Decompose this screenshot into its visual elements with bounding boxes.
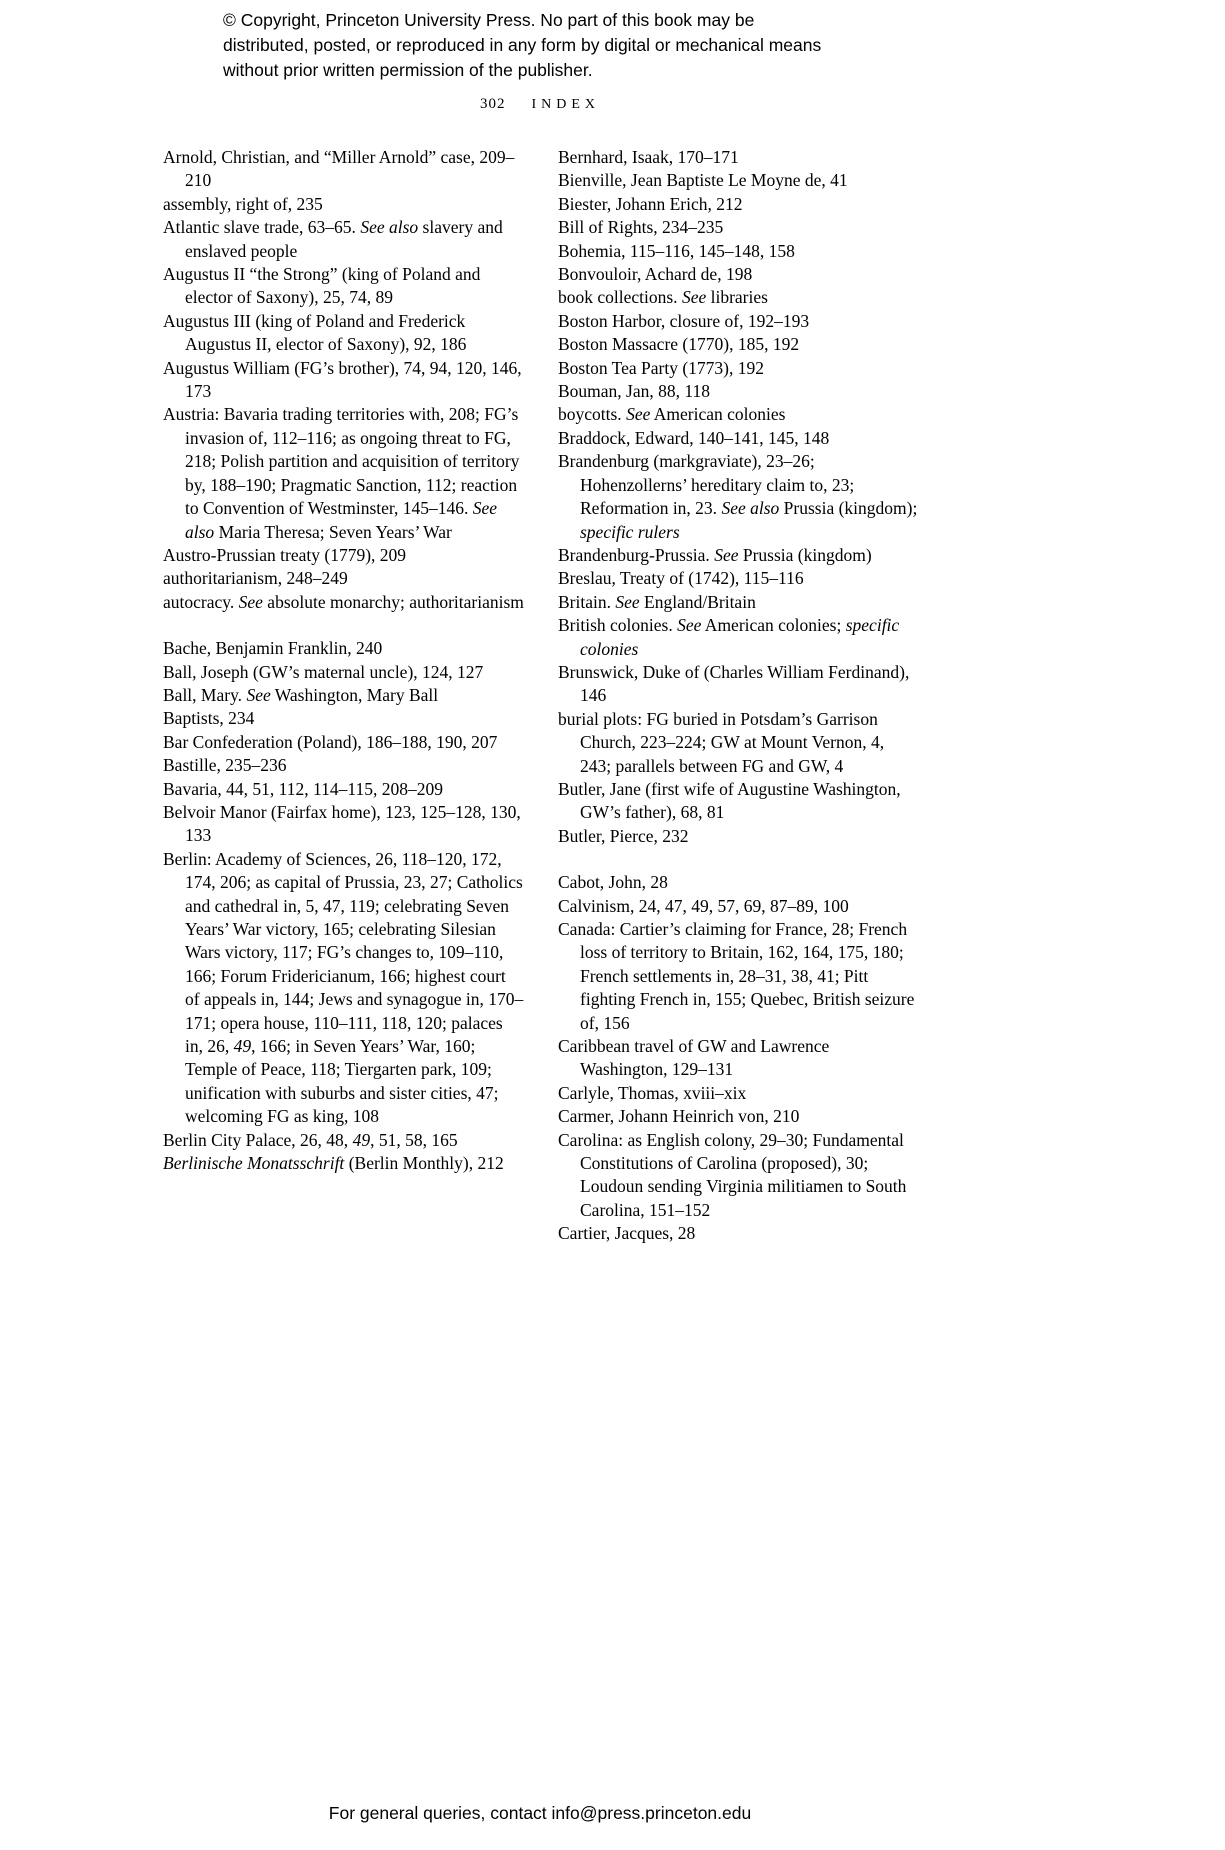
index-entry: Carmer, Johann Heinrich von, 210 [558,1106,800,1127]
index-entry: Augustus William (FG’s brother), 74, 94, 120, 146, 173 [163,357,522,402]
footer-text: For general queries, contact [328,1803,552,1823]
index-entry: Braddock, Edward, 140–141, 145, 148 [558,427,830,448]
index-entry: Butler, Jane (first wife of Augustine Washington, GW’s father), 68, 81 [558,778,901,823]
index-columns [163,146,919,1246]
index-entry: British colonies. See American colonies; specific colonies [558,615,900,659]
index-entry: Boston Harbor, closure of, 192–193 [558,310,810,331]
index-entry: authoritarianism, 248–249 [163,568,348,589]
index-entry: Cabot, John, 28 [558,872,668,893]
italic-text: See [714,544,739,565]
index-entry: Bar Confederation (Poland), 186–188, 190, 207 [163,731,498,752]
index-entry: Canada: Cartier’s claiming for France, 28; French loss of territory to Britain, 162, 164, 175, 180; French settlements in, 28–31, 38, 41; Pitt fighting French in, 155; Quebec, British seizure of, 156 [558,919,915,1033]
index-entry: Austro-Prussian treaty (1779), 209 [163,544,407,565]
footer-email[interactable]: info@press.princeton.edu [551,1803,752,1823]
index-entry: Berlinische Monatsschrift (Berlin Monthly), 212 [163,1153,504,1174]
italic-text: See also [185,498,498,542]
index-entry: book collections. See libraries [558,287,768,308]
page-number: 302 [479,96,506,112]
index-entry: Calvinism, 24, 47, 49, 57, 69, 87–89, 100 [558,895,849,916]
index-entry: burial plots: FG buried in Potsdam’s Garrison Church, 223–224; GW at Mount Vernon, 4, 243; parallels between FG and GW, 4 [558,708,885,776]
index-entry: Ball, Mary. See Washington, Mary Ball [163,684,439,705]
italic-text: See [681,287,707,308]
index-entry: Bache, Benjamin Franklin, 240 [163,638,383,659]
index-entry: Carolina: as English colony, 29–30; Fundamental Constitutions of Carolina (proposed), 30; Loudoun sending Virginia militiamen to South Carolina, 151–152 [558,1129,907,1220]
index-entry: Bonvouloir, Achard de, 198 [558,264,753,285]
italic-text: See also [721,498,780,519]
index-entry: Breslau, Treaty of (1742), 115–116 [558,568,804,589]
italic-text: Berlinische Monatsschrift [163,1153,345,1174]
index-entry: Baptists, 234 [163,708,255,729]
index-column-right [558,146,919,1246]
index-entry: Caribbean travel of GW and Lawrence Washington, 129–131 [558,1036,830,1080]
index-entry: Carlyle, Thomas, xviii–xix [558,1082,747,1103]
italic-text: See [677,615,702,636]
italic-text: See [615,591,640,612]
index-entry: Boston Tea Party (1773), 192 [558,357,765,378]
italic-text: See also [360,217,419,238]
index-entry: Brunswick, Duke of (Charles William Ferdinand), 146 [558,661,910,706]
index-entry: Bouman, Jan, 88, 118 [558,381,710,402]
index-entry: Bienville, Jean Baptiste Le Moyne de, 41 [558,170,848,191]
italic-text: 49 [352,1129,371,1150]
index-entry: Ball, Joseph (GW’s maternal uncle), 124, 127 [163,661,484,682]
index-entry: Brandenburg-Prussia. See Prussia (kingdom) [558,544,872,565]
italic-text: See [626,404,651,425]
index-entry: assembly, right of, 235 [163,193,323,214]
index-entry: Biester, Johann Erich, 212 [558,193,743,214]
index-entry: Bill of Rights, 234–235 [558,217,724,238]
page-header [163,96,917,113]
index-entry: Austria: Bavaria trading territories with, 208; FG’s invasion of, 112–116; as ongoing threat to FG, 218; Polish partition and acquisition of territory by, 188–190; Pragmatic Sanction, 112; reaction to Convention of Westminster, 145–146. See also Maria Theresa; Seven Years’ War [163,404,520,542]
index-entry: Bohemia, 115–116, 145–148, 158 [558,240,795,261]
italic-text: See [238,591,263,612]
italic-text: 49 [233,1036,252,1057]
index-entry: Boston Massacre (1770), 185, 192 [558,334,800,355]
italic-text: specific rulers [580,521,680,542]
index-entry: Augustus II “the Strong” (king of Poland and elector of Saxony), 25, 74, 89 [163,264,481,308]
index-entry: Britain. See England/Britain [558,591,756,612]
index-entry: boycotts. See American colonies [558,404,786,425]
index-entry: Butler, Pierce, 232 [558,825,689,846]
index-entry: autocracy. See absolute monarchy; authoritarianism [163,591,524,612]
index-entry: Augustus III (king of Poland and Frederick Augustus II, elector of Saxony), 92, 186 [163,310,467,355]
index-entry: Arnold, Christian, and “Miller Arnold” case, 209–210 [163,147,515,191]
index-entry: Bastille, 235–236 [163,755,287,776]
italic-text: specific colonies [580,615,900,659]
index-entry: Bernhard, Isaak, 170–171 [558,147,739,167]
index-column-left [163,146,524,1246]
index-entry: Berlin City Palace, 26, 48, 49, 51, 58, 165 [163,1129,458,1150]
index-entry: Cartier, Jacques, 28 [558,1223,696,1244]
header-title: INDEX [531,97,601,112]
index-entry: Berlin: Academy of Sciences, 26, 118–120, 172, 174, 206; as capital of Prussia, 23, 27; Catholics and cathedral in, 5, 47, 119; celebrating Seven Years’ War victory, 165; celebrating Silesian Wars victory, 117; FG’s changes to, 109–110, 166; Forum Fridericianum, 166; highest court of appeals in, 144; Jews and synagogue in, 170–171; opera house, 110–111, 118, 120; palaces in, 26, 49, 166; in Seven Years’ War, 160; Temple of Peace, 118; Tiergarten park, 109; unification with suburbs and sister cities, 47; welcoming FG as king, 108 [163,848,524,1127]
index-entry: Belvoir Manor (Fairfax home), 123, 125–128, 130, 133 [163,801,521,846]
index-entry: Brandenburg (markgraviate), 23–26; Hohenzollerns’ hereditary claim to, 23; Reformation in, 23. See also Prussia (kingdom); specific rulers [558,451,918,542]
index-entry: Atlantic slave trade, 63–65. See also slavery and enslaved people [163,217,503,261]
index-entry: Bavaria, 44, 51, 112, 114–115, 208–209 [163,778,443,799]
footer-queries [163,1803,917,1824]
copyright-notice: © Copyright, Princeton University Press. No part of this book may be distributed, posted, or reproduced in any form by digital or mechanical means without prior written permission of the publisher. [223,10,822,80]
italic-text: See [246,684,271,705]
